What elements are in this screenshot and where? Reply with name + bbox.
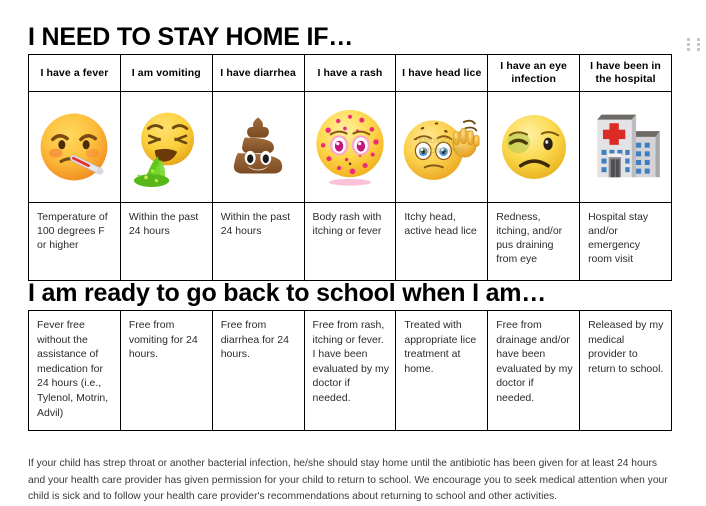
stay-home-header-cell-5: I have head lice bbox=[396, 55, 488, 92]
stay-home-header-cell-2: I am vomiting bbox=[120, 55, 212, 92]
table-row bbox=[29, 311, 672, 431]
stay-home-header-cell-4: I have a rash bbox=[304, 55, 396, 92]
back-to-school-cell-1: Fever free without the assistance of medication for 24 hours (i.e., Tylenol, Motrin, Advil) bbox=[29, 311, 121, 431]
hospital-building-emoji bbox=[580, 92, 671, 202]
back-to-school-cell-4: Free from rash, itching or fever. I have been evaluated by my doctor if needed. bbox=[304, 311, 396, 431]
stay-home-header-cell-3: I have diarrhea bbox=[212, 55, 304, 92]
spotted-rash-face-emoji bbox=[305, 92, 396, 202]
stay-home-image-cell-5 bbox=[396, 92, 488, 203]
back-to-school-cell-2: Free from vomiting for 24 hours. bbox=[120, 311, 212, 431]
table-row-descriptions bbox=[29, 203, 672, 281]
stay-home-desc-cell-1: Temperature of 100 degrees F or higher bbox=[29, 203, 121, 281]
stay-home-table bbox=[28, 54, 672, 281]
stay-home-header-cell-7: I have been in the hospital bbox=[580, 55, 672, 92]
stay-home-image-cell-7 bbox=[580, 92, 672, 203]
page-title-back-to-school: I am ready to go back to school when I am… bbox=[28, 279, 547, 307]
stay-home-desc-cell-2: Within the past 24 hours bbox=[120, 203, 212, 281]
vomiting-face-emoji bbox=[121, 92, 212, 202]
stay-home-image-cell-6 bbox=[488, 92, 580, 203]
stay-home-image-cell-4 bbox=[304, 92, 396, 203]
stay-home-desc-cell-6: Redness, itching, and/or pus draining from eye bbox=[488, 203, 580, 281]
stay-home-desc-cell-7: Hospital stay and/or emergency room visit bbox=[580, 203, 672, 281]
stay-home-image-cell-3 bbox=[212, 92, 304, 203]
pile-of-poo-emoji bbox=[213, 92, 304, 202]
back-to-school-cell-5: Treated with appropriate lice treatment at home. bbox=[396, 311, 488, 431]
stay-home-desc-cell-4: Body rash with itching or fever bbox=[304, 203, 396, 281]
image-watermark: EMOTICONS EMOTICONS bbox=[418, 138, 465, 155]
table-row-headers bbox=[29, 55, 672, 92]
table-row-images bbox=[29, 92, 672, 203]
stay-home-desc-cell-5: Itchy head, active head lice bbox=[396, 203, 488, 281]
stay-home-image-cell-2 bbox=[120, 92, 212, 203]
stay-home-image-cell-1 bbox=[29, 92, 121, 203]
stay-home-header-cell-1: I have a fever bbox=[29, 55, 121, 92]
sick-face-thermometer-emoji bbox=[29, 92, 120, 202]
footer-note: If your child has strep throat or another bacterial infection, he/she should stay home until the antibiotic has been given for at least 24 hours and your health care provider has given permission for your child to return to school. We encourage you to seek medical attention when your child is sick and to follow your health care provider's recommendations about returning to school and other activities. bbox=[28, 458, 668, 502]
page-title-stay-home: I NEED TO STAY HOME IF… bbox=[28, 23, 354, 51]
stay-home-desc-cell-3: Within the past 24 hours bbox=[212, 203, 304, 281]
back-to-school-cell-6: Free from drainage and/or have been evaluated by my doctor if needed. bbox=[488, 311, 580, 431]
head-scratching-lice-face-emoji bbox=[396, 92, 487, 202]
stay-home-header-cell-6: I have an eye infection bbox=[488, 55, 580, 92]
winking-sore-eye-face-emoji bbox=[488, 92, 579, 202]
back-to-school-cell-7: Released by my medical provider to return to school. bbox=[580, 311, 672, 431]
back-to-school-table bbox=[28, 310, 672, 431]
grid-handle-icon[interactable] bbox=[687, 38, 700, 53]
back-to-school-cell-3: Free from diarrhea for 24 hours. bbox=[212, 311, 304, 431]
